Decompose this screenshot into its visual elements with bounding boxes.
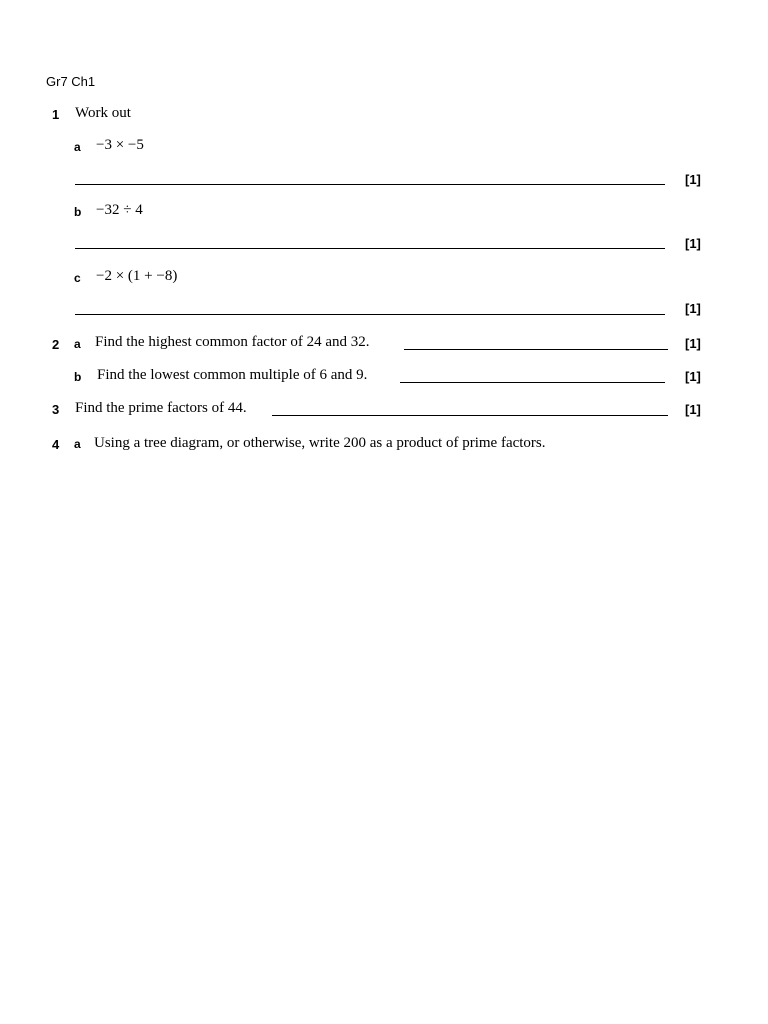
question-1c-answer-line[interactable] [75, 314, 665, 315]
question-2b-text: Find the lowest common multiple of 6 and 9. [97, 367, 368, 383]
question-1b-marks: [1] [685, 236, 701, 251]
question-1b-label: b [74, 205, 82, 219]
question-4a-text: Using a tree diagram, or otherwise, write 200 as a product of prime factors. [94, 435, 546, 451]
question-3-marks: [1] [685, 402, 701, 417]
question-3-number: 3 [52, 402, 60, 417]
question-1a-expression: −3 × −5 [96, 137, 144, 153]
question-1a-answer-line[interactable] [75, 184, 665, 185]
question-4-number: 4 [52, 437, 60, 452]
question-1c-expression: −2 × (1 + −8) [96, 268, 178, 284]
question-4a-label: a [74, 437, 81, 451]
question-2a-text: Find the highest common factor of 24 and 32. [95, 334, 370, 350]
question-1c-marks: [1] [685, 301, 701, 316]
question-1a-marks: [1] [685, 172, 701, 187]
question-3-answer-line[interactable] [272, 415, 668, 416]
question-2a-marks: [1] [685, 336, 701, 351]
question-2b-marks: [1] [685, 369, 701, 384]
question-2a-label: a [74, 337, 81, 351]
question-1-number: 1 [52, 107, 60, 122]
question-1b-answer-line[interactable] [75, 248, 665, 249]
question-1-text: Work out [75, 105, 131, 121]
question-1c-label: c [74, 271, 81, 285]
question-2a-answer-line[interactable] [404, 349, 668, 350]
question-2-number: 2 [52, 337, 60, 352]
question-2b-answer-line[interactable] [400, 382, 665, 383]
worksheet-header: Gr7 Ch1 [46, 74, 96, 89]
question-1b-expression: −32 ÷ 4 [96, 202, 143, 218]
question-2b-label: b [74, 370, 82, 384]
question-3-text: Find the prime factors of 44. [75, 400, 247, 416]
question-1a-label: a [74, 140, 81, 154]
